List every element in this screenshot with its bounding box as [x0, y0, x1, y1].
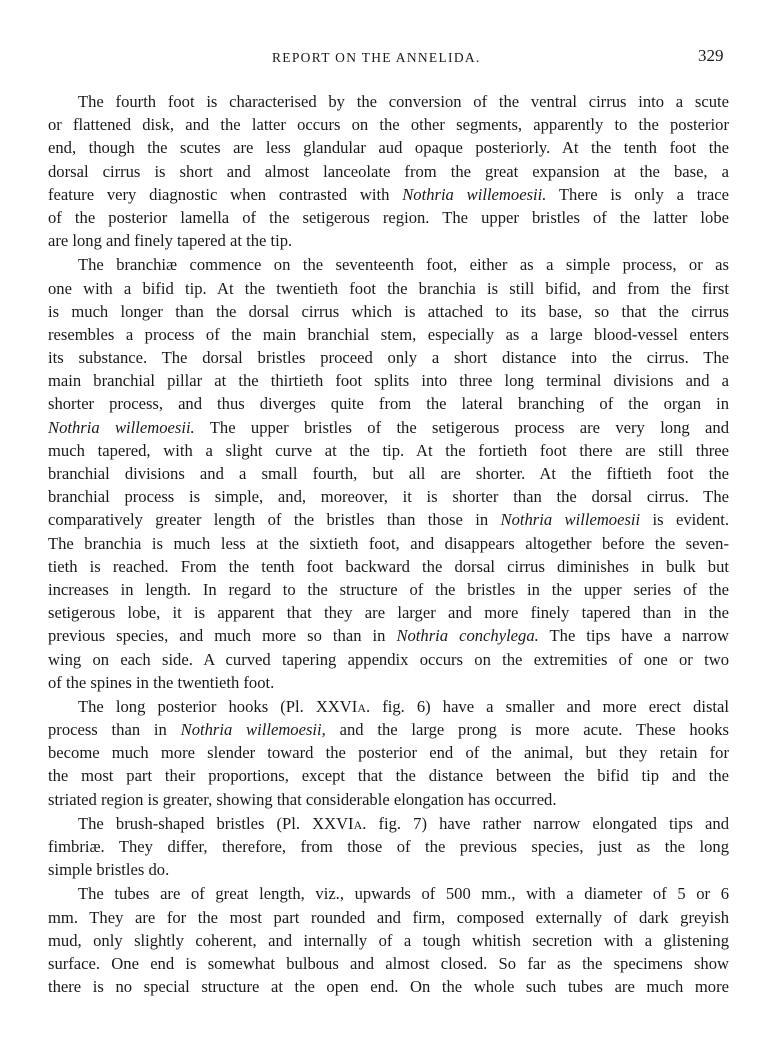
italic-text: Nothria willemoesii. [402, 184, 547, 204]
text-segment: The fourth foot is characterised by the conversion of the ventral cirrus into a scute [78, 92, 729, 111]
paragraph [48, 882, 729, 998]
text-segment: The upper bristles of the setigerous process are very long and [194, 417, 729, 437]
text-line [48, 300, 729, 323]
text-segment: feature very diagnostic when contrasted with [48, 184, 403, 204]
text-segment: The tubes are of great length, viz., upwards of 500 mm., with a diameter of 5 or 6 [78, 884, 729, 904]
text-line [48, 136, 729, 159]
text-segment: The tips have a narrow [538, 626, 729, 646]
text-line [48, 439, 729, 462]
text-segment: simple bristles do. [48, 860, 170, 880]
text-line [48, 508, 729, 531]
text-segment: become much more slender toward the posterior end of the animal, but they retain for [48, 743, 729, 763]
text-line [48, 718, 729, 741]
text-line [48, 741, 729, 764]
italic-text: Nothria willemoesii, [180, 720, 326, 740]
text-segment: surface. One end is somewhat bulbous and almost closed. So far as the specimens show [48, 953, 729, 973]
italic-text: Nothria conchylega. [396, 626, 539, 646]
text-line [48, 416, 729, 439]
text-segment: main branchial pillar at the thirtieth foot splits into three long terminal divisions and a [48, 371, 729, 391]
paragraph [48, 812, 729, 882]
text-line [48, 555, 729, 578]
text-segment: a [357, 696, 366, 716]
text-segment: the most part their proportions, except that the distance between the bifid tip and the [48, 766, 729, 786]
text-segment: dorsal cirrus is short and almost lanceolate from the great expansion at the base, a [48, 161, 729, 181]
text-segment: The brush-shaped bristles (Pl. XXVI [78, 813, 354, 833]
italic-text: Nothria willemoesii [500, 510, 641, 530]
text-segment: comparatively greater length of the bristles than those in [48, 510, 501, 530]
text-line [48, 392, 729, 415]
text-line [48, 90, 729, 113]
text-segment: or flattened disk, and the latter occurs on the other segments, apparently to the posterior [48, 115, 729, 135]
text-line [48, 277, 729, 300]
text-line [48, 601, 729, 624]
text-line [48, 160, 729, 183]
text-line [48, 975, 729, 998]
text-segment: increases in length. In regard to the structure of the bristles in the upper series of the [48, 579, 729, 599]
text-line [48, 812, 729, 835]
text-segment: The branchiæ commence on the seventeenth foot, either as a simple process, or as [78, 255, 729, 275]
text-segment: branchial divisions and a small fourth, but all are shorter. At the fiftieth foot the [48, 464, 729, 483]
text-line [48, 624, 729, 647]
text-segment: end, though the scutes are less glandular aud opaque posteriorly. At the tenth foot the [48, 138, 729, 158]
text-segment: mud, only slightly coherent, and internally of a tough whitish secretion with a glistening [48, 930, 729, 950]
text-line [48, 346, 729, 369]
text-line [48, 578, 729, 601]
paragraph [48, 695, 729, 811]
italic-text: Nothria willemoesii. [48, 417, 195, 437]
running-head: REPORT ON THE ANNELIDA. [272, 50, 481, 65]
text-line [48, 882, 729, 905]
text-segment: much tapered, with a slight curve at the tip. At the fortieth foot there are still three [48, 440, 729, 460]
text-line [48, 113, 729, 136]
text-line [48, 952, 729, 975]
text-segment: striated region is greater, showing that considerable elongation has occurred. [48, 789, 557, 809]
paragraph [48, 90, 729, 252]
text-segment: its substance. The dorsal bristles proceed only a short distance into the cirrus. The [48, 348, 729, 368]
text-line [48, 906, 729, 929]
text-line [48, 253, 729, 276]
text-line [48, 183, 729, 206]
text-segment: of the spines in the twentieth foot. [48, 672, 275, 692]
text-line [48, 369, 729, 392]
text-line [48, 695, 729, 718]
page-number: 329 [698, 46, 724, 65]
text-segment: fimbriæ. They differ, therefore, from those of the previous species, just as the long [48, 837, 729, 856]
text-line [48, 532, 729, 555]
text-line [48, 229, 729, 252]
text-line [48, 858, 729, 881]
paragraph [48, 253, 729, 694]
text-segment: are long and finely tapered at the tip. [48, 231, 293, 251]
text-line [48, 648, 729, 671]
text-segment: shorter process, and thus diverges quite from the lateral branching of the organ in [48, 394, 729, 414]
text-segment: of the posterior lamella of the setigerous region. The upper bristles of the latter lobe [48, 207, 729, 227]
text-segment: There is only a trace [546, 184, 729, 204]
text-segment: branchial process is simple, and, moreover, it is shorter than the dorsal cirrus. The [48, 487, 729, 507]
text-line [48, 929, 729, 952]
text-segment: . fig. 7) have rather narrow elongated tips and [362, 813, 729, 833]
text-segment: . fig. 6) have a smaller and more erect distal [365, 696, 729, 716]
text-segment: wing on each side. A curved tapering appendix occurs on the extremities of one or two [48, 649, 729, 669]
text-segment: setigerous lobe, it is apparent that they are larger and more finely tapered than in the [48, 603, 729, 623]
text-line [48, 462, 729, 485]
text-segment: tieth is reached. From the tenth foot backward the dorsal cirrus diminishes in bulk but [48, 556, 729, 576]
text-line [48, 323, 729, 346]
text-segment: and the large prong is more acute. These hooks [325, 720, 729, 740]
body-text [48, 90, 729, 998]
text-segment: one with a bifid tip. At the twentieth foot the branchia is still bifid, and from the first [48, 278, 729, 298]
text-segment: previous species, and much more so than in [48, 626, 397, 646]
text-segment: process than in [48, 720, 181, 740]
text-line [48, 206, 729, 229]
text-segment: The long posterior hooks (Pl. XXVI [78, 696, 358, 716]
text-line [48, 671, 729, 694]
text-segment: there is no special structure at the open end. On the whole such tubes are much more [48, 977, 729, 997]
text-segment: a [353, 813, 363, 833]
text-segment: mm. They are for the most part rounded and firm, composed externally of dark greyish [48, 907, 729, 927]
text-line [48, 835, 729, 858]
text-line [48, 485, 729, 508]
text-segment: is much longer than the dorsal cirrus which is attached to its base, so that the cirrus [48, 301, 729, 321]
text-line [48, 788, 729, 811]
text-segment: The branchia is much less at the sixtieth foot, and disappears altogether before the seven- [48, 533, 729, 553]
text-line [48, 764, 729, 787]
text-segment: resembles a process of the main branchial stem, especially as a large blood-vessel enters [48, 324, 729, 344]
text-segment: is evident. [640, 510, 729, 530]
